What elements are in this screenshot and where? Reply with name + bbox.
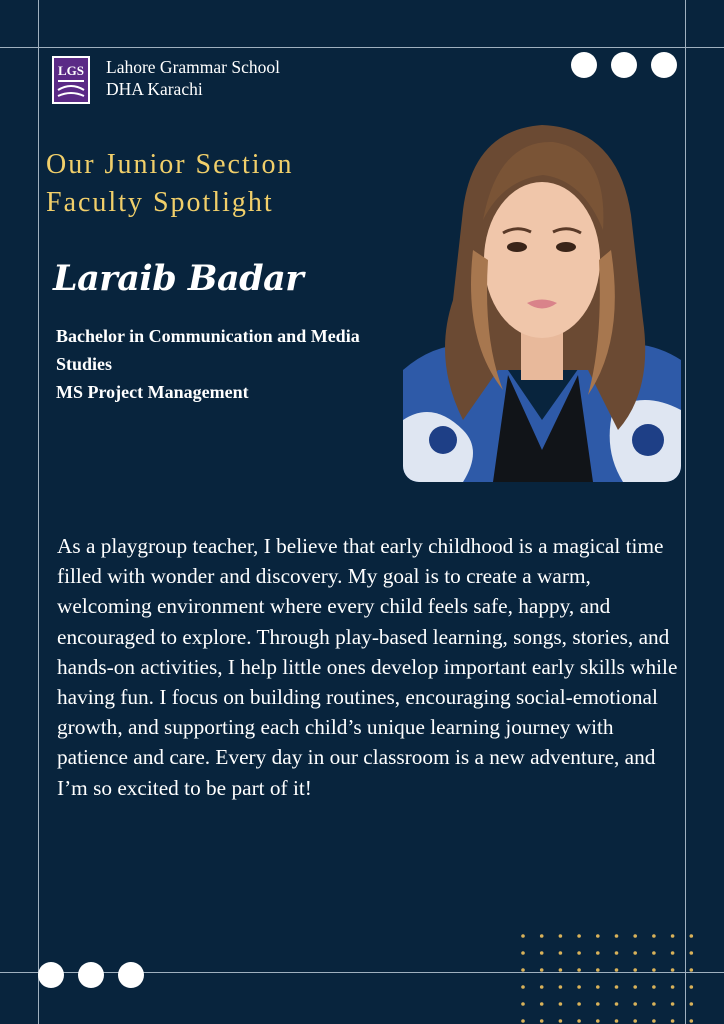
grid-dot (596, 934, 600, 938)
grid-dot (540, 1002, 544, 1006)
qualification-item: MS Project Management (56, 382, 249, 402)
grid-dot (559, 985, 563, 989)
grid-dot (671, 1002, 675, 1006)
grid-dot (690, 968, 694, 972)
grid-dot (596, 1019, 600, 1023)
grid-dot (690, 951, 694, 955)
grid-dot (671, 985, 675, 989)
grid-dot (671, 1019, 675, 1023)
grid-dot (652, 1019, 656, 1023)
school-name-block (106, 56, 280, 100)
grid-dot (615, 934, 619, 938)
grid-dot (540, 968, 544, 972)
grid-dot (633, 968, 637, 972)
decor-dot (651, 52, 677, 78)
grid-dot (652, 985, 656, 989)
school-name: Lahore Grammar School (106, 57, 280, 77)
grid-dot (559, 934, 563, 938)
grid-dot (521, 951, 525, 955)
grid-dot (596, 1002, 600, 1006)
grid-dot (652, 1002, 656, 1006)
grid-dot (671, 951, 675, 955)
grid-dot (577, 1002, 581, 1006)
grid-dot (559, 1019, 563, 1023)
grid-dot (596, 985, 600, 989)
teacher-bio: As a playgroup teacher, I believe that early childhood is a magical time filled with wonder and discovery. My goal is to create a warm, welcoming environment where every child feels safe, happy, and encouraged to explore. Through play-based learning, songs, stories, and hands-on activities, I help little ones develop important early skills while having fun. I focus on building routines, encouraging social-emotional growth, and supporting each child’s unique learning journey with patience and care. Every day in our classroom is a new adventure, and I’m so excited to be part of it! (57, 534, 678, 800)
grid-dot (690, 1002, 694, 1006)
qualification-item: Bachelor in Communication and Media Studies (56, 326, 360, 374)
grid-dot (540, 985, 544, 989)
heading-line-2: Faculty Spotlight (46, 187, 274, 218)
decor-dots-top (571, 52, 677, 78)
grid-dot (540, 934, 544, 938)
grid-dot (596, 951, 600, 955)
grid-dot (521, 985, 525, 989)
grid-dot (633, 985, 637, 989)
decor-dot (38, 962, 64, 988)
decor-dot (611, 52, 637, 78)
frame-line-top (0, 47, 724, 48)
frame-line-right (685, 0, 686, 1024)
grid-dot (671, 934, 675, 938)
frame-line-left (38, 0, 39, 1024)
heading-line-1: Our Junior Section (46, 149, 294, 180)
qualifications (56, 322, 406, 406)
grid-dot (559, 951, 563, 955)
grid-dot (577, 1019, 581, 1023)
decor-dots-bottom (38, 962, 144, 988)
grid-dot (633, 1002, 637, 1006)
grid-dot (652, 968, 656, 972)
grid-dot (521, 968, 525, 972)
grid-dot (615, 951, 619, 955)
grid-dot (633, 934, 637, 938)
decor-dot (571, 52, 597, 78)
school-logo (52, 56, 90, 104)
grid-dot (577, 985, 581, 989)
grid-dot (690, 985, 694, 989)
grid-dot (633, 951, 637, 955)
grid-dot (615, 968, 619, 972)
grid-dot (521, 1019, 525, 1023)
grid-dot (577, 951, 581, 955)
grid-dot (690, 1019, 694, 1023)
grid-dot (652, 934, 656, 938)
section-heading (46, 146, 294, 222)
grid-dot (559, 1002, 563, 1006)
decor-dot (118, 962, 144, 988)
grid-dot (521, 934, 525, 938)
decor-dot (78, 962, 104, 988)
grid-dot (596, 968, 600, 972)
grid-dot (540, 951, 544, 955)
logo-text: LGS (57, 63, 85, 78)
decor-dot-grid (519, 930, 719, 1024)
grid-dot (521, 1002, 525, 1006)
grid-dot (577, 934, 581, 938)
teacher-photo (403, 120, 681, 482)
grid-dot (577, 968, 581, 972)
grid-dot (690, 934, 694, 938)
school-header (52, 56, 280, 104)
grid-dot (615, 1002, 619, 1006)
teacher-name: Laraib Badar (53, 258, 304, 299)
grid-dot (633, 1019, 637, 1023)
grid-dot (540, 1019, 544, 1023)
school-campus: DHA Karachi (106, 79, 203, 99)
grid-dot (559, 968, 563, 972)
grid-dot (615, 985, 619, 989)
grid-dot (671, 968, 675, 972)
grid-dot (652, 951, 656, 955)
grid-dot (615, 1019, 619, 1023)
